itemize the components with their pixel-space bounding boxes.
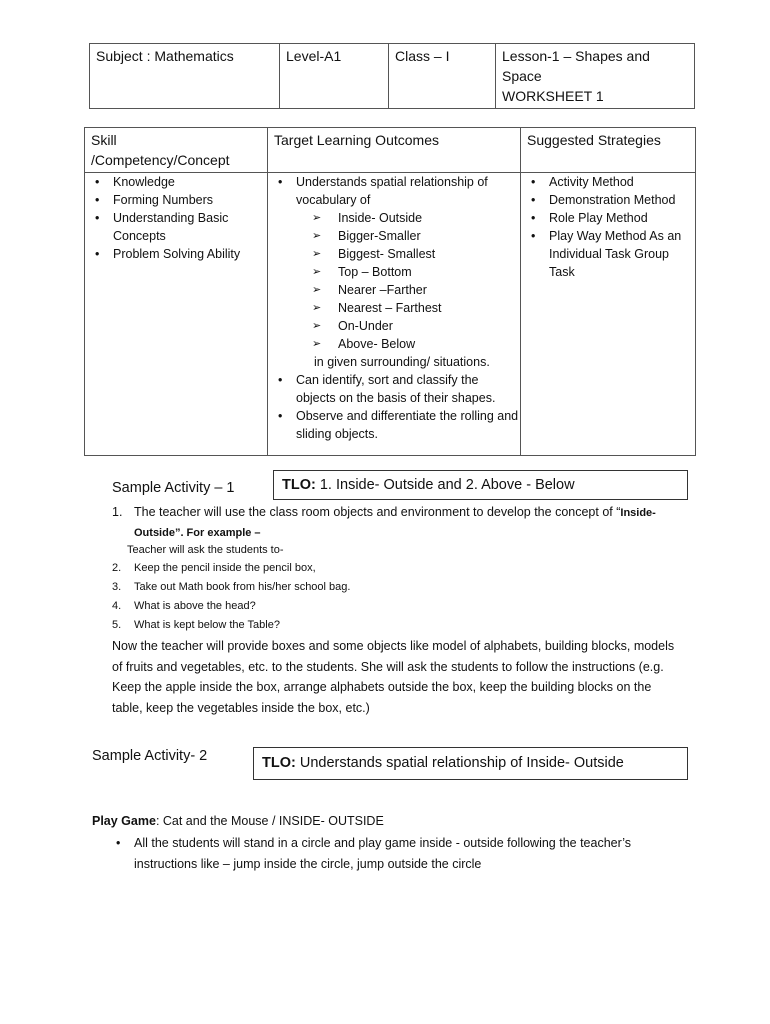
strategies-cell: [521, 173, 696, 456]
tlo-text: 1. Inside- Outside and 2. Above - Below: [315, 477, 575, 493]
worksheet-label: WORKSHEET 1: [502, 88, 604, 104]
tlo-label: TLO:: [282, 477, 316, 493]
list-item: [268, 173, 520, 353]
activity1-heading: Sample Activity – 1: [112, 480, 235, 496]
list-item: • Knowledge: [85, 173, 267, 191]
activity1-intro: Teacher will ask the students to-: [127, 544, 284, 556]
list-item: ➢ On-Under: [312, 317, 520, 335]
outcomes-list: [268, 173, 520, 353]
outcome-text: Understands spatial relationship of vocabulary of: [296, 175, 488, 207]
skill-header: [85, 128, 268, 173]
play-game-list: [106, 833, 666, 874]
lesson-title: Lesson-1 – Shapes and: [502, 48, 650, 64]
list-item: • All the students will stand in a circle and play game inside - outside following the teacher’s instructions like – jump inside the circle, jump outside the circle: [106, 833, 666, 874]
step-number: 2.: [112, 562, 122, 574]
level-cell: Level-A1: [280, 44, 389, 109]
step-text: Take out Math book from his/her school bag.: [134, 581, 351, 593]
activity1-tlo-box: [273, 470, 688, 500]
step-number: 5.: [112, 619, 122, 631]
activity2-tlo-box: [253, 747, 688, 780]
list-item: • Play Way Method As an Individual Task Group Task: [521, 227, 695, 281]
list-item: [112, 578, 672, 597]
skill-header-line2: /Competency/Concept: [91, 152, 230, 168]
list-item: ➢ Top – Bottom: [312, 263, 520, 281]
list-item: ➢ Above- Below: [312, 335, 520, 353]
tlo-label: TLO:: [262, 755, 296, 771]
list-item: [112, 597, 672, 616]
tlo-text: Understands spatial relationship of Inside- Outside: [295, 755, 624, 771]
lesson-cell: [496, 44, 695, 109]
activity1-steps: [112, 559, 672, 635]
list-item: ➢ Nearer –Farther: [312, 281, 520, 299]
activity1-paragraph: Now the teacher will provide boxes and some objects like model of alphabets, building blocks, models of fruits and vegetables, etc. to the students. She will ask the students to follow the instructions (e.g. Keep the apple inside the box, arrange alphabets outside the box, keep the building blocks on the table, keep the vegetables inside the box, etc.): [112, 639, 675, 715]
lesson-title-cont: Space: [502, 68, 542, 84]
step-text: What is above the head?: [134, 600, 256, 612]
class-cell: Class – I: [389, 44, 496, 109]
list-item: ➢ Inside- Outside: [312, 209, 520, 227]
list-item: • Demonstration Method: [521, 191, 695, 209]
list-item: • Activity Method: [521, 173, 695, 191]
list-item: • Observe and differentiate the rolling and sliding objects.: [268, 407, 520, 443]
skills-list: [85, 173, 267, 263]
step-bold-text: Inside-Outside”. For example –: [134, 507, 656, 539]
list-item: ➢ Bigger-Smaller: [312, 227, 520, 245]
step-number: 4.: [112, 600, 122, 612]
header-table: [89, 43, 695, 109]
step-text: The teacher will use the class room objects and environment to develop the concept of “: [134, 505, 621, 519]
play-game-line: [92, 812, 384, 830]
play-game-label: Play Game: [92, 814, 156, 828]
step-text: Keep the pencil inside the pencil box,: [134, 562, 316, 574]
list-item: ➢ Biggest- Smallest: [312, 245, 520, 263]
outcomes-list-cont: [268, 371, 520, 443]
step-text: What is kept below the Table?: [134, 619, 280, 631]
skills-cell: [85, 173, 268, 456]
strategies-list: [521, 173, 695, 281]
activity1-step1: [112, 503, 692, 543]
list-item: ➢ Nearest – Farthest: [312, 299, 520, 317]
vocabulary-list: [312, 209, 520, 353]
list-item: [112, 559, 672, 578]
subject-cell: Subject : Mathematics: [90, 44, 280, 109]
play-game-text: : Cat and the Mouse / INSIDE- OUTSIDE: [155, 814, 384, 828]
list-item: [112, 616, 672, 635]
outcomes-header: Target Learning Outcomes: [268, 128, 521, 173]
activity2-heading: Sample Activity- 2: [92, 748, 208, 764]
list-item: • Forming Numbers: [85, 191, 267, 209]
learning-table: [84, 127, 696, 456]
list-item: • Understanding Basic Concepts: [85, 209, 267, 245]
outcome-tail: in given surrounding/ situations.: [314, 355, 490, 369]
skill-header-line1: Skill: [91, 132, 117, 148]
list-item: • Problem Solving Ability: [85, 245, 267, 263]
outcomes-cell: [268, 173, 521, 456]
step-number: 1.: [112, 505, 123, 519]
strategies-header: Suggested Strategies: [521, 128, 696, 173]
list-item: • Role Play Method: [521, 209, 695, 227]
step-number: 3.: [112, 581, 122, 593]
list-item: • Can identify, sort and classify the objects on the basis of their shapes.: [268, 371, 520, 407]
